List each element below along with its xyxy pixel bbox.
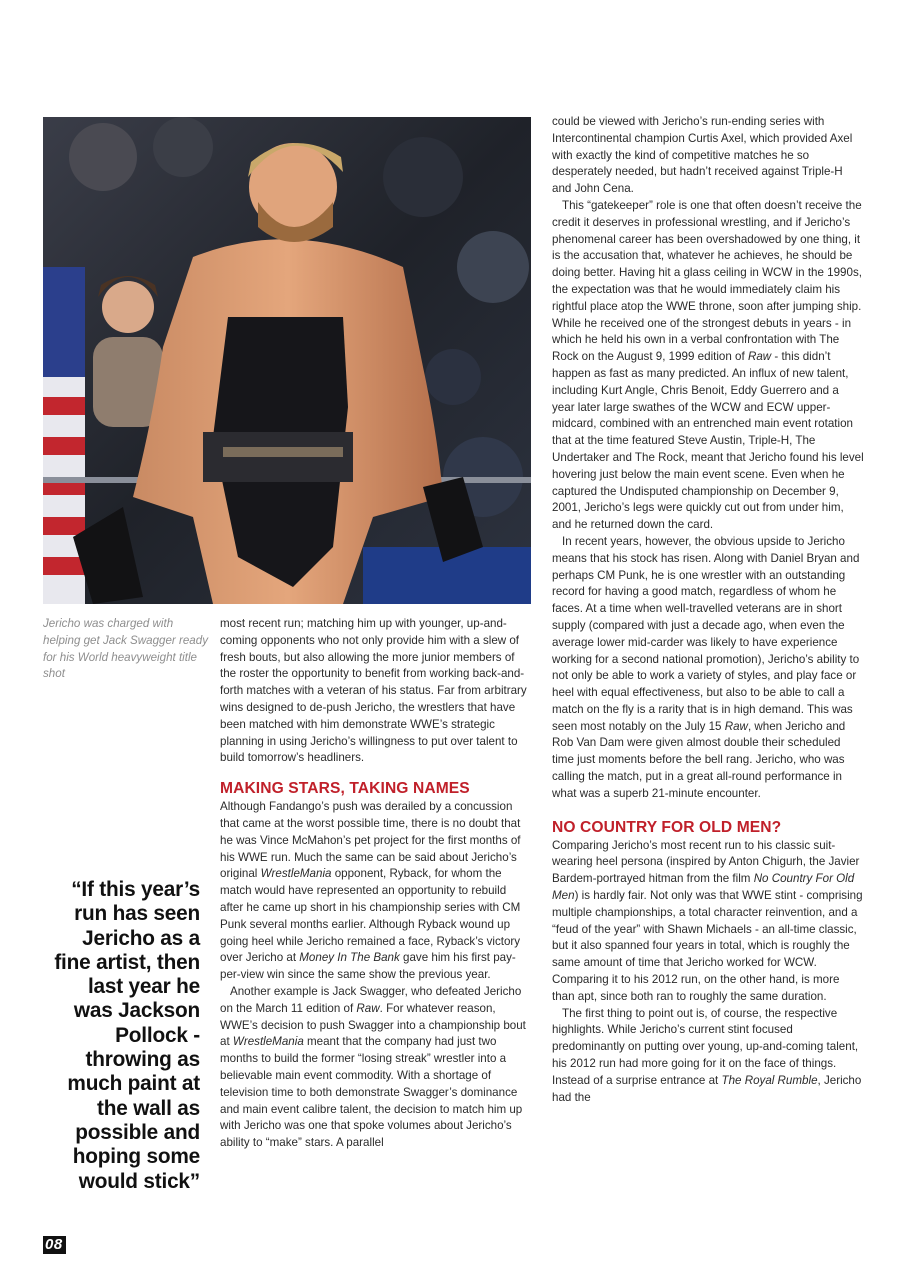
paragraph: This “gatekeeper” role is one that often doesn’t receive the credit it deserves in professional wrestling, and if Jericho’s phenomenal career has been overshadowed by one thing, it is the accusation that, whatever he achieves, he should be doing better. Having hit a glass ceiling in WCW in the 1990s, the expectation was that he would immediately claim his rightful place atop the WWE throne, soon after jumping ship. While he received one of the strongest debuts in years - in which he held his own in a verbal confrontation with The Rock on the August 9, 1999 edition of Raw - this didn’t happen as fast as many predicted. An influx of new talent, including Kurt Angle, Chris Benoit, Eddy Guerrero and a year later large swathes of the WCW and ECW upper-midcard, combined with an entrenched main event rotation that at the time featured Steve Austin, Triple-H, The Undertaker and The Rock, meant that Jericho found his level hovering just below the main event scene. Even when he captured the Undisputed championship on December 9, 2001, Jericho’s legs were quickly cut out from under him, and he returned down the card. [552,198,864,532]
paragraph: Another example is Jack Swagger, who defeated Jericho on the March 11 edition of Raw. For whatever reason, WWE’s decision to push Swagger into a championship bout at WrestleMania meant that the company had just two months to build the former “losing streak” wrestler into a believable main event commodity. With a shortage of television time to both demonstrate Swagger’s dominance and main event calibre talent, the decision to match him up with Jericho was one that spoke volumes about Jericho’s ability to “make” stars. A parallel [220,984,526,1150]
wrestler-photo [43,117,531,604]
photo-caption: Jericho was charged with helping get Jack Swagger ready for his World heavyweight title shot [43,617,208,681]
paragraph: Comparing Jericho’s most recent run to his classic suit-wearing heel persona (inspired by Anton Chigurh, the Javier Bardem-portrayed hitman from the film No Country For Old Men) is hardly fair. Not only was that WWE stint - comprising multiple championships, a total character reinvention, and a “feud of the year” with Shawn Michaels - an all-time classic, but it also spanned four years in total, which is roughly the same amount of time that Jericho worked for WCW. Comparing it to his 2012 run, on the other hand, is more than apt, since both ran to roughly the same duration. [552,838,863,1003]
article-column-right [552,114,864,1106]
section-heading: MAKING STARS, TAKING NAMES [220,780,470,798]
article-column-middle [220,616,532,1152]
paragraph: In recent years, however, the obvious upside to Jericho means that his stock has risen. Along with Daniel Bryan and perhaps CM Punk, he is one wrestler with an outstanding record for having a good match, regardless of whom he faces. At a time when well-travelled veterans are in short supply (compared with just a decade ago, when even the average lower mid-carder was likely to have experience working for a second national promotion), Jericho’s ability to not only be able to work a variety of styles, and play face or heel with equal effectiveness, but also to be able to call a match on the fly is a rarity that is in high demand. This was seen most notably on the July 15 Raw, when Jericho and Rob Van Dam were given almost double their scheduled time just moments before the bell rang. Jericho, who was calling the match, put in a great all-round performance in what was a superb 21-minute encounter. [552,534,860,800]
wrestler-photo-illustration [43,117,531,604]
paragraph: could be viewed with Jericho’s run-ending series with Intercontinental champion Curtis Axel, which provided Axel with exactly the kind of competitive matches he so desperately needed, but hadn’t received against Triple-H and John Cena. [552,115,853,196]
section-heading: NO COUNTRY FOR OLD MEN? [552,818,782,836]
paragraph: The first thing to point out is, of course, the respective highlights. While Jericho’s current stint focused predominantly on putting over young, up-and-coming talent, his 2012 run had more going for it on the face of things. Instead of a surprise entrance at The Royal Rumble, Jericho had the [552,1006,862,1104]
pull-quote: “If this year’s run has seen Jericho as a fine artist, then last year he was Jackson Pollock - throwing as much paint at the wall as possible and hoping some would stick” [54,878,200,1193]
paragraph: most recent run; matching him up with younger, up-and-coming opponents who not only provide him with a slew of fresh bouts, but also allowing the more junior members of the roster the opportunity to benefit from working back-and-forth matches with a veteran of his status. Far from arbitrary wins designed to de-push Jericho, the wrestlers that have been matched with him demonstrate WWE’s strategic planning in using Jericho’s willingness to put over talent to build tomorrow’s headliners. [220,617,527,765]
paragraph: Although Fandango’s push was derailed by a concussion that came at the worst possible time, there is no doubt that he was Vince McMahon’s pet project for the first months of his WWE run. Much the same can be said about Jericho’s original WrestleMania opponent, Ryback, for whom the match would have represented an opportunity to rebuild after he came up short in his championship series with CM Punk several months earlier. Although Ryback wound up going heel while Jericho remained a face, Ryback’s victory over Jericho at Money In The Bank gave him his first pay-per-view win since the same show the previous year. [220,800,521,982]
page-number: 08 [43,1236,66,1254]
